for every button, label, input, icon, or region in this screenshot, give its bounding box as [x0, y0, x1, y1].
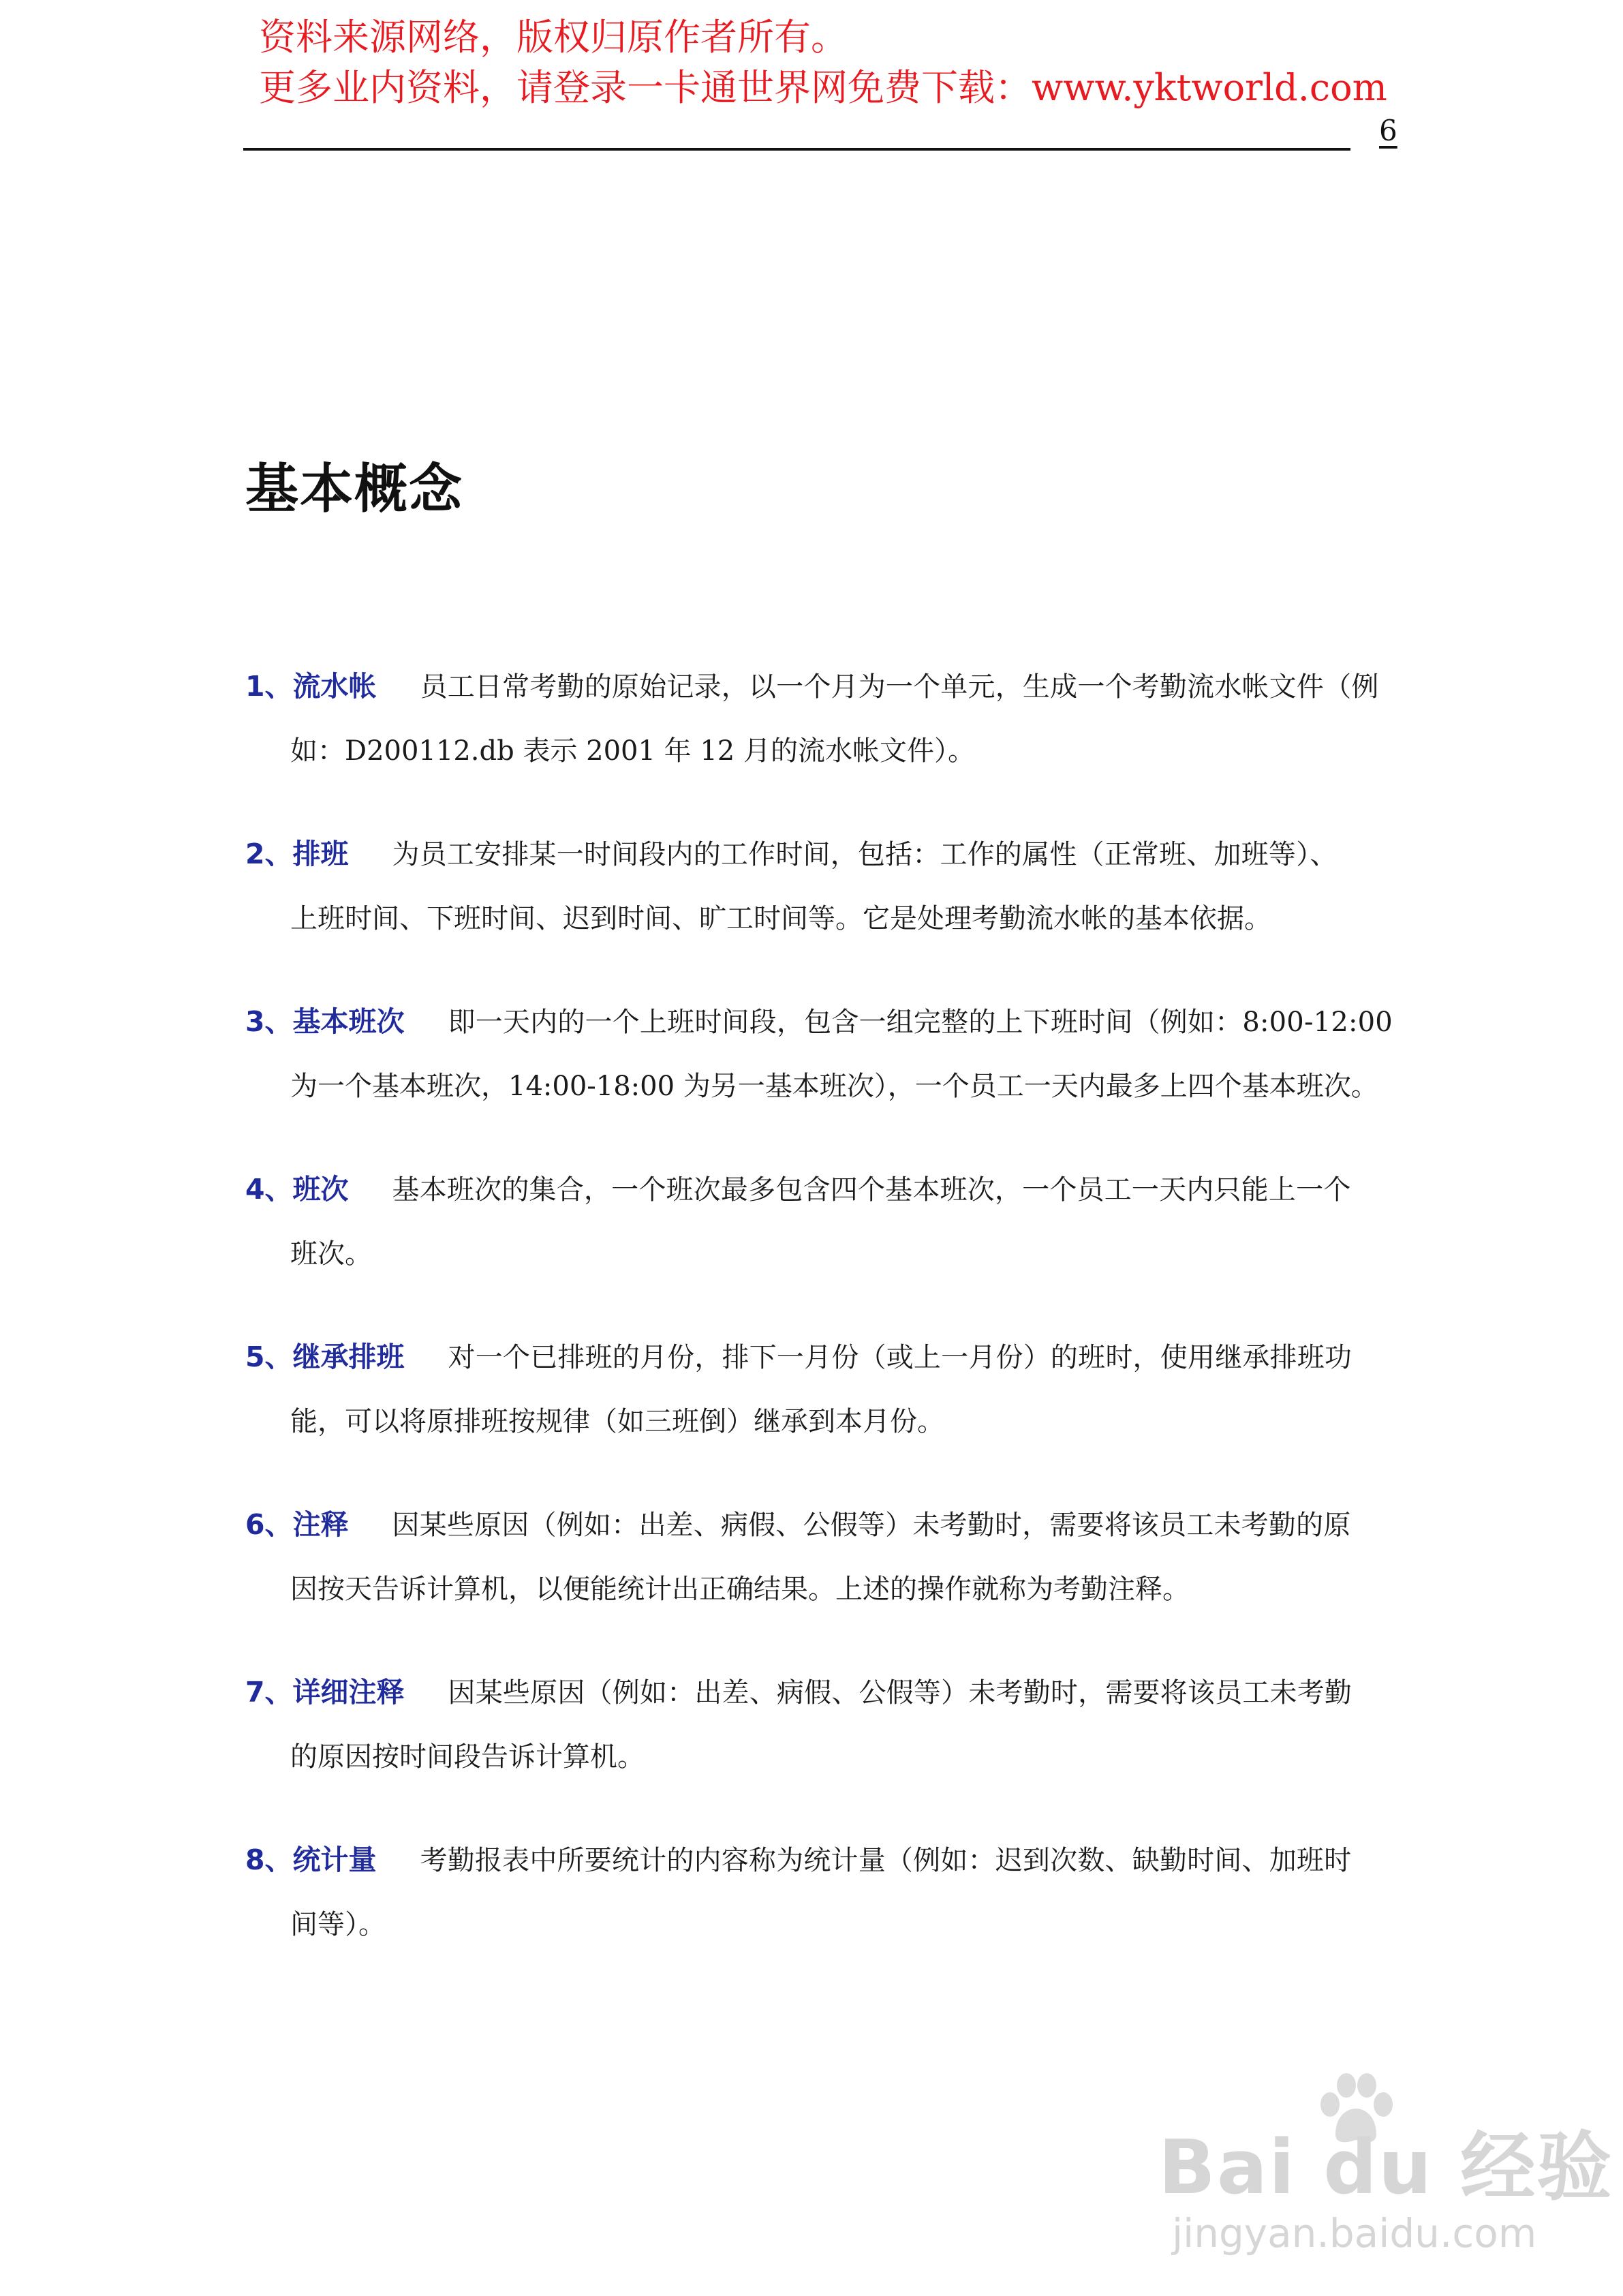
definition-first-line [245, 654, 1397, 719]
definition-text: 因某些原因（例如：出差、病假、公假等）未考勤时，需要将该员工未考勤 [448, 1677, 1352, 1709]
header-rule [243, 148, 1350, 151]
source-notice-line-1: 资料来源网络，版权归原作者所有。 [259, 16, 848, 59]
definition-continuation: 如：D200112.db 表示 2001 年 12 月的流水帐文件）。 [290, 735, 975, 767]
definition-continuation: 的原因按时间段告诉计算机。 [290, 1741, 645, 1773]
definition-number: 2、 [245, 838, 293, 870]
definition-item [245, 1660, 1397, 1828]
definition-text: 对一个已排班的月份，排下一月份（或上一月份）的班时，使用继承排班功 [448, 1342, 1352, 1373]
definition-continuation: 因按天告诉计算机，以便能统计出正确结果。上述的操作就称为考勤注释。 [290, 1574, 1190, 1605]
page-number: 6 [1379, 114, 1397, 147]
definition-item [245, 654, 1397, 822]
definition-number: 7、 [245, 1676, 293, 1709]
definition-term: 排班 [292, 838, 349, 870]
definition-first-line [245, 822, 1397, 887]
definition-term: 流水帐 [292, 670, 377, 703]
definition-term: 基本班次 [292, 1005, 405, 1038]
definition-term: 详细注释 [292, 1676, 405, 1709]
definition-text: 考勤报表中所要统计的内容称为统计量（例如：迟到次数、缺勤时间、加班时 [420, 1845, 1352, 1876]
definition-item [245, 822, 1397, 990]
definition-item [245, 1157, 1397, 1325]
definition-number: 4、 [245, 1173, 293, 1206]
baidu-jingyan-watermark [1158, 2072, 1613, 2263]
source-notice-line-2: 更多业内资料，请登录一卡通世界网免费下载：www.yktworld.com [259, 66, 1387, 109]
definition-item [245, 990, 1397, 1157]
definition-number: 6、 [245, 1508, 293, 1541]
watermark-domain: jingyan.baidu.com [1172, 2210, 1537, 2256]
definition-first-line [245, 990, 1397, 1054]
definition-continuation: 为一个基本班次，14:00-18:00 为另一基本班次），一个员工一天内最多上四个基本班次。 [290, 1071, 1378, 1102]
definition-first-line [245, 1157, 1397, 1222]
definition-continuation: 能，可以将原排班按规律（如三班倒）继承到本月份。 [290, 1406, 944, 1437]
definition-item [245, 1493, 1397, 1660]
definition-continuation: 间等）。 [290, 1909, 386, 1940]
definition-text: 为员工安排某一时间段内的工作时间，包括：工作的属性（正常班、加班等）、 [392, 839, 1338, 870]
definition-number: 1、 [245, 670, 293, 703]
source-notice [259, 12, 1387, 113]
definition-first-line [245, 1660, 1397, 1725]
definition-item [245, 1828, 1397, 1995]
definition-term: 班次 [292, 1173, 349, 1206]
definition-first-line [245, 1325, 1397, 1390]
definition-text: 员工日常考勤的原始记录，以一个月为一个单元，生成一个考勤流水帐文件（例 [420, 671, 1379, 703]
definition-first-line [245, 1828, 1397, 1893]
watermark-brand: Bai du 经验 [1158, 2124, 1613, 2211]
definition-text: 因某些原因（例如：出差、病假、公假等）未考勤时，需要将该员工未考勤的原 [392, 1510, 1351, 1541]
definition-item [245, 1325, 1397, 1493]
definition-text: 即一天内的一个上班时间段，包含一组完整的上下班时间（例如：8:00-12:00 [448, 1007, 1393, 1038]
definition-number: 5、 [245, 1341, 293, 1373]
definition-term: 继承排班 [292, 1341, 405, 1373]
definition-continuation: 班次。 [290, 1238, 372, 1270]
definition-continuation: 上班时间、下班时间、迟到时间、旷工时间等。它是处理考勤流水帐的基本依据。 [290, 903, 1271, 934]
definition-number: 3、 [245, 1005, 293, 1038]
definition-text: 基本班次的集合，一个班次最多包含四个基本班次，一个员工一天内只能上一个 [392, 1174, 1351, 1206]
definition-first-line [245, 1493, 1397, 1557]
definition-number: 8、 [245, 1843, 293, 1876]
page-title: 基本概念 [245, 459, 464, 520]
definition-term: 统计量 [292, 1843, 377, 1876]
definition-list [245, 654, 1397, 1995]
definition-term: 注释 [292, 1508, 349, 1541]
